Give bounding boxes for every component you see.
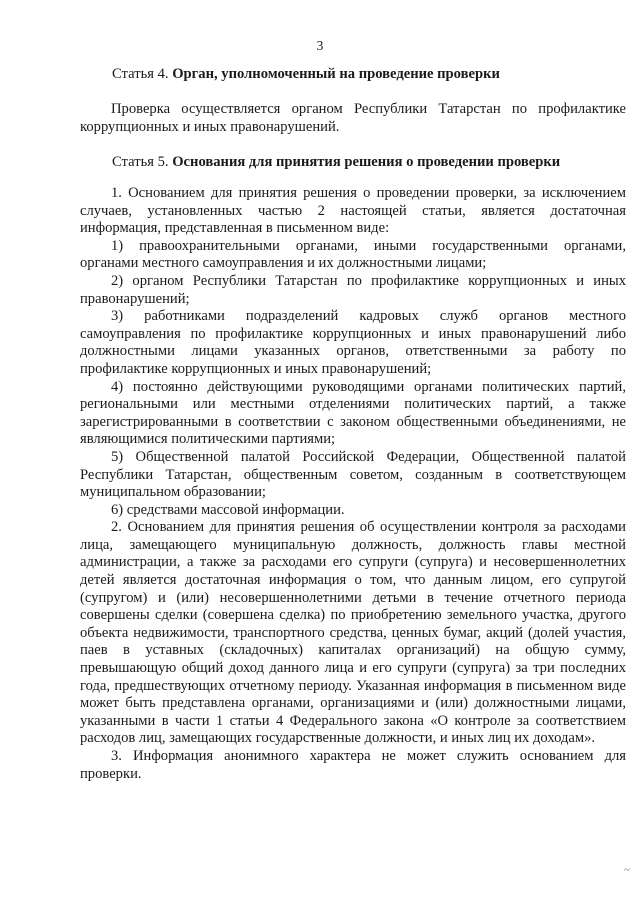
article-5-heading <box>112 154 560 172</box>
list-item-5: 5) Общественной палатой Российской Федерации, Общественной палатой Республики Татарстан, общественным советом, созданным в соответствующем муниципальном образовании; <box>80 448 626 501</box>
paragraph-2: 2. Основанием для принятия решения об осуществлении контроля за расходами лица, замещающего муниципальную должность, должность главы местной администрации, а также за расходами его супруги (супруга) и несовершеннолетних детей является достаточная информация о том, что данным лицом, его супругой (супругом) и (или) несовершеннолетними детьми в течение отчетного периода совершены сделки (совершена сделка) по приобретению земельного участка, другого объекта недвижимости, транспортного средства, ценных бумаг, акций (долей участия, паев в уставных (складочных) капиталах организаций) на общую сумму, превышающую общий доход данного лица и его супруги (супруга) за три последних года, предшествующих отчетному периоду. Указанная информация в письменном виде может быть представлена органами, организациями и (или) должностными лицами, указанными в части 1 статьи 4 Федерального закона «О контроле за соответствием расходов лиц, замещающих государственные должности, и иных лиц их доходам». <box>80 519 626 747</box>
paragraph-1: 1. Основанием для принятия решения о проведении проверки, за исключением случаев, установленных частью 2 настоящей статьи, является достаточная информация, представленная в письменном виде: <box>80 185 626 237</box>
article-4-title: Орган, уполномоченный на проведение проверки <box>172 66 500 82</box>
article-5-body <box>80 185 626 783</box>
paragraph-3: 3. Информация анонимного характера не может служить основанием для проверки. <box>80 748 626 782</box>
article-5-title: Основания для принятия решения о проведении проверки <box>172 154 561 170</box>
page-number: 3 <box>316 38 324 53</box>
list-item-1: 1) правоохранительными органами, иными государственными органами, органами местного самоуправления и их должностными лицами; <box>80 237 626 272</box>
article-4-heading <box>112 66 500 84</box>
list-item-3: 3) работниками подразделений кадровых служб органов местного самоуправления по профилактике коррупционных и иных правонарушений либо должностными лицами указанных органов, ответственными за работу по профилактике коррупционных и иных правонарушений; <box>80 308 626 377</box>
list-item-6: 6) средствами массовой информации. <box>111 501 345 518</box>
list-item-2: 2) органом Республики Татарстан по профилактике коррупционных и иных правонарушений; <box>80 272 626 307</box>
list-item-4: 4) постоянно действующими руководящими органами политических партий, региональными или местными отделениями политических партий, а также зарегистрированными в соответствии с законом общественными объединениями, не являющимися политическими партиями; <box>80 378 626 448</box>
article-4-body: Проверка осуществляется органом Республики Татарстан по профилактике коррупционных и иных правонарушений. <box>80 101 626 135</box>
article-5-prefix: Статья 5. <box>112 154 169 170</box>
scan-corner-mark: ~ <box>624 864 630 877</box>
article-4-prefix: Статья 4. <box>112 66 169 82</box>
